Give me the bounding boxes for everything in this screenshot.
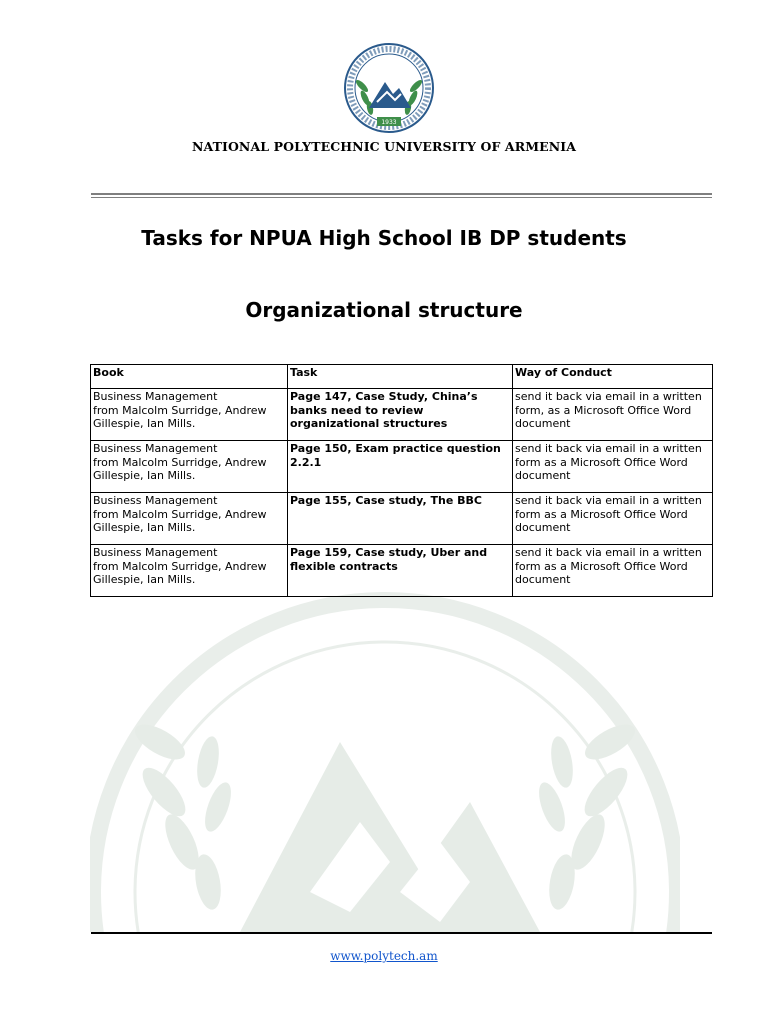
conduct-line: form as a Microsoft Office Word [515,559,688,573]
table-row [91,493,713,545]
table-row [91,441,713,493]
logo-year: 1933 [381,119,397,126]
book-line: Business Management [93,546,218,559]
book-line: Gillespie, Ian Mills. [93,573,196,586]
book-line: from Malcolm Surridge, Andrew [93,507,267,521]
conduct-line: document [515,417,571,430]
book-cell [91,389,288,441]
university-name: NATIONAL POLYTECHNIC UNIVERSITY OF ARMENIA [191,139,577,154]
book-line: Business Management [93,390,218,403]
task-line: 2.2.1 [290,455,322,469]
footer-divider [91,932,712,934]
university-logo [343,42,435,134]
table-row [91,545,713,597]
book-line: Gillespie, Ian Mills. [93,417,196,430]
conduct-cell [513,441,713,493]
conduct-line: send it back via email in a written [515,546,702,559]
book-cell [91,441,288,493]
tasks-table [90,364,713,597]
header-divider-thin [91,197,712,198]
conduct-line: document [515,521,571,534]
conduct-line: send it back via email in a written [515,442,702,455]
watermark-seal [90,592,680,932]
column-header-conduct: Way of Conduct [513,365,713,389]
task-line: Page 155, Case study, The BBC [290,494,482,507]
task-cell [288,493,513,545]
conduct-cell [513,389,713,441]
column-header-book: Book [91,365,288,389]
column-header-task: Task [288,365,513,389]
book-line: Gillespie, Ian Mills. [93,521,196,534]
table-header-row [91,365,713,389]
task-line: Page 147, Case Study, China’s [290,390,478,403]
book-line: from Malcolm Surridge, Andrew [93,559,267,573]
book-line: from Malcolm Surridge, Andrew [93,455,267,469]
task-line: organizational structures [290,417,448,430]
conduct-line: form as a Microsoft Office Word [515,507,688,521]
header-divider [91,193,712,195]
task-line: Page 150, Exam practice question [290,442,501,455]
conduct-line: document [515,469,571,482]
book-line: Gillespie, Ian Mills. [93,469,196,482]
book-line: Business Management [93,442,218,455]
book-cell [91,493,288,545]
table-row [91,389,713,441]
book-line: from Malcolm Surridge, Andrew [93,403,267,417]
task-cell [288,441,513,493]
conduct-cell [513,545,713,597]
conduct-line: send it back via email in a written [515,390,702,403]
task-line: banks need to review [290,403,424,417]
task-line: Page 159, Case study, Uber and [290,546,488,559]
conduct-line: send it back via email in a written [515,494,702,507]
document-subtitle: Organizational structure [245,298,523,322]
conduct-line: document [515,573,571,586]
conduct-line: form, as a Microsoft Office Word [515,403,692,417]
task-cell [288,545,513,597]
conduct-cell [513,493,713,545]
book-cell [91,545,288,597]
document-title: Tasks for NPUA High School IB DP students [141,226,627,250]
website-link[interactable]: www.polytech.am [330,949,438,963]
book-line: Business Management [93,494,218,507]
task-cell [288,389,513,441]
task-line: flexible contracts [290,559,398,573]
conduct-line: form as a Microsoft Office Word [515,455,688,469]
